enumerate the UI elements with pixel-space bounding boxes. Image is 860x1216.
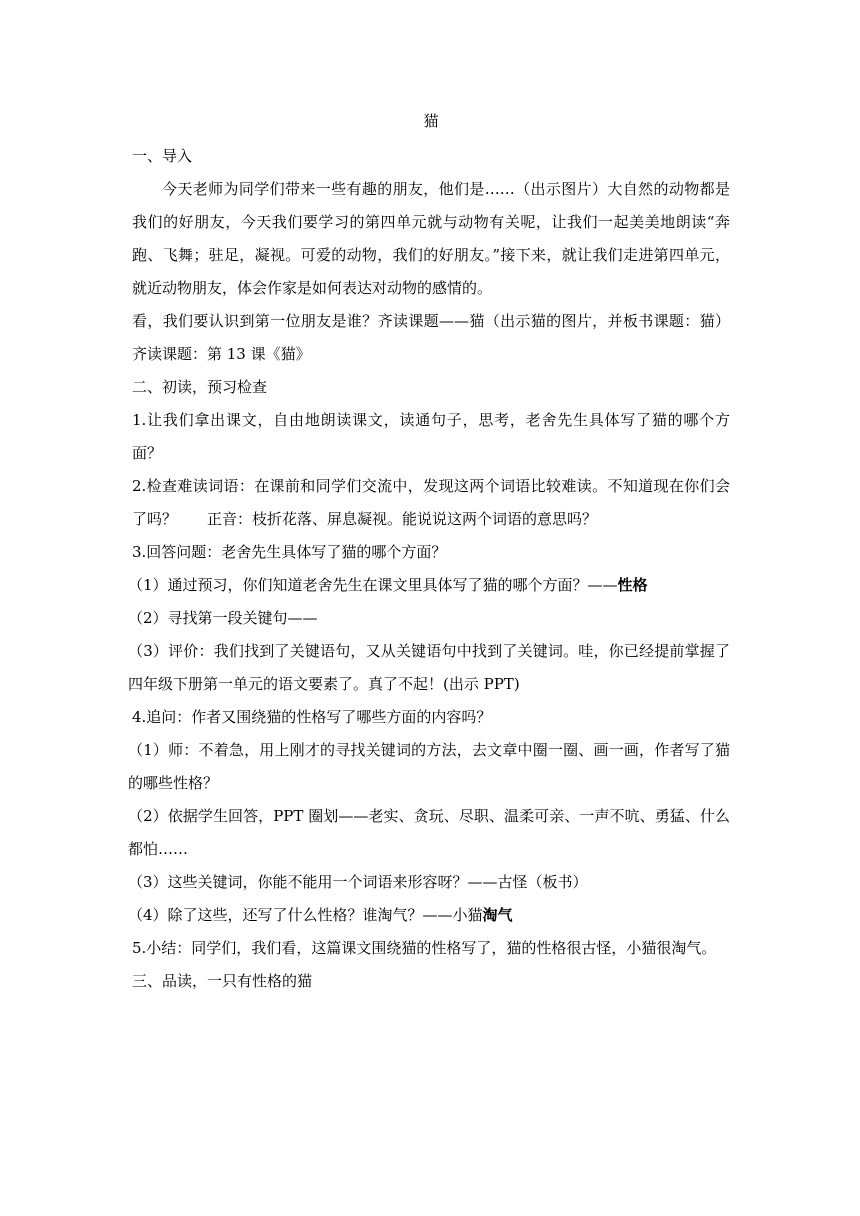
list-item-5: 5.小结：同学们，我们看，这篇课文围绕猫的性格写了，猫的性格很古怪，小猫很淘气。 [132, 939, 717, 957]
section-heading-close-reading: 三、品读，一只有性格的猫 [132, 972, 313, 990]
section-heading-first-reading: 二、初读，预习检查 [132, 378, 268, 396]
sub-item-3-1-bold: 性格 [617, 576, 648, 594]
paragraph-intro-1: 今天老师为同学们带来一些有趣的朋友，他们是……（出示图片）大自然的动物都是我们的好朋友，今天我们要学习的第四单元就与动物有关呢，让我们一起美美地朗读“奔跑、飞舞；驻足，凝视。可爱的动物，我们的好朋友。”接下来，就让我们走进第四单元，就近动物朋友，体会作家是如何表达对动物的感情的。 [132, 180, 730, 297]
list-item-2: 2.检查难读词语：在课前和同学们交流中，发现这两个词语比较难读。不知道现在你们会了吗？ 正音：枝折花落、屏息凝视。能说说这两个词语的意思吗？ [132, 477, 730, 528]
document-title: 猫 [423, 112, 439, 130]
sub-item-4-2: （2）依据学生回答，PPT 圈划——老实、贪玩、尽职、温柔可亲、一声不吭、勇猛、什么都怕…… [128, 807, 730, 858]
sub-item-3-3: （3）评价：我们找到了关键语句，又从关键语句中找到了关键词。哇，你已经提前掌握了四年级下册第一单元的语文要素了。真了不起！(出示 PPT) [128, 642, 730, 693]
sub-item-3-1 [128, 569, 730, 602]
sub-item-4-1: （1）师：不着急，用上刚才的寻找关键词的方法，去文章中圈一圈、画一画，作者写了猫的哪些性格？ [128, 741, 730, 792]
list-item-1: 1.让我们拿出课文，自由地朗读课文，读通句子，思考，老舍先生具体写了猫的哪个方面？ [132, 411, 730, 462]
sub-item-3-2: （2）寻找第一段关键句—— [128, 609, 318, 627]
list-item-3: 3.回答问题：老舍先生具体写了猫的哪个方面？ [132, 543, 447, 561]
sub-item-3-1-text: （1）通过预习，你们知道老舍先生在课文里具体写了猫的哪个方面？—— [128, 576, 618, 594]
sub-item-4-4-bold: 淘气 [482, 906, 513, 924]
sub-item-4-4 [128, 899, 730, 932]
sub-item-4-4-text: （4）除了这些，还写了什么性格？谁淘气？——小猫 [128, 906, 483, 924]
paragraph-intro-2: 看，我们要认识到第一位朋友是谁？齐读课题——猫（出示猫的图片，并板书课题：猫）齐读课题：第 13 课《猫》 [132, 312, 730, 363]
document-body [128, 106, 730, 998]
section-heading-intro: 一、导入 [132, 147, 193, 165]
list-item-4: 4.追问：作者又围绕猫的性格写了哪些方面的内容吗？ [132, 708, 492, 726]
sub-item-4-3: （3）这些关键词，你能不能用一个词语来形容呀？——古怪（板书） [128, 873, 588, 891]
